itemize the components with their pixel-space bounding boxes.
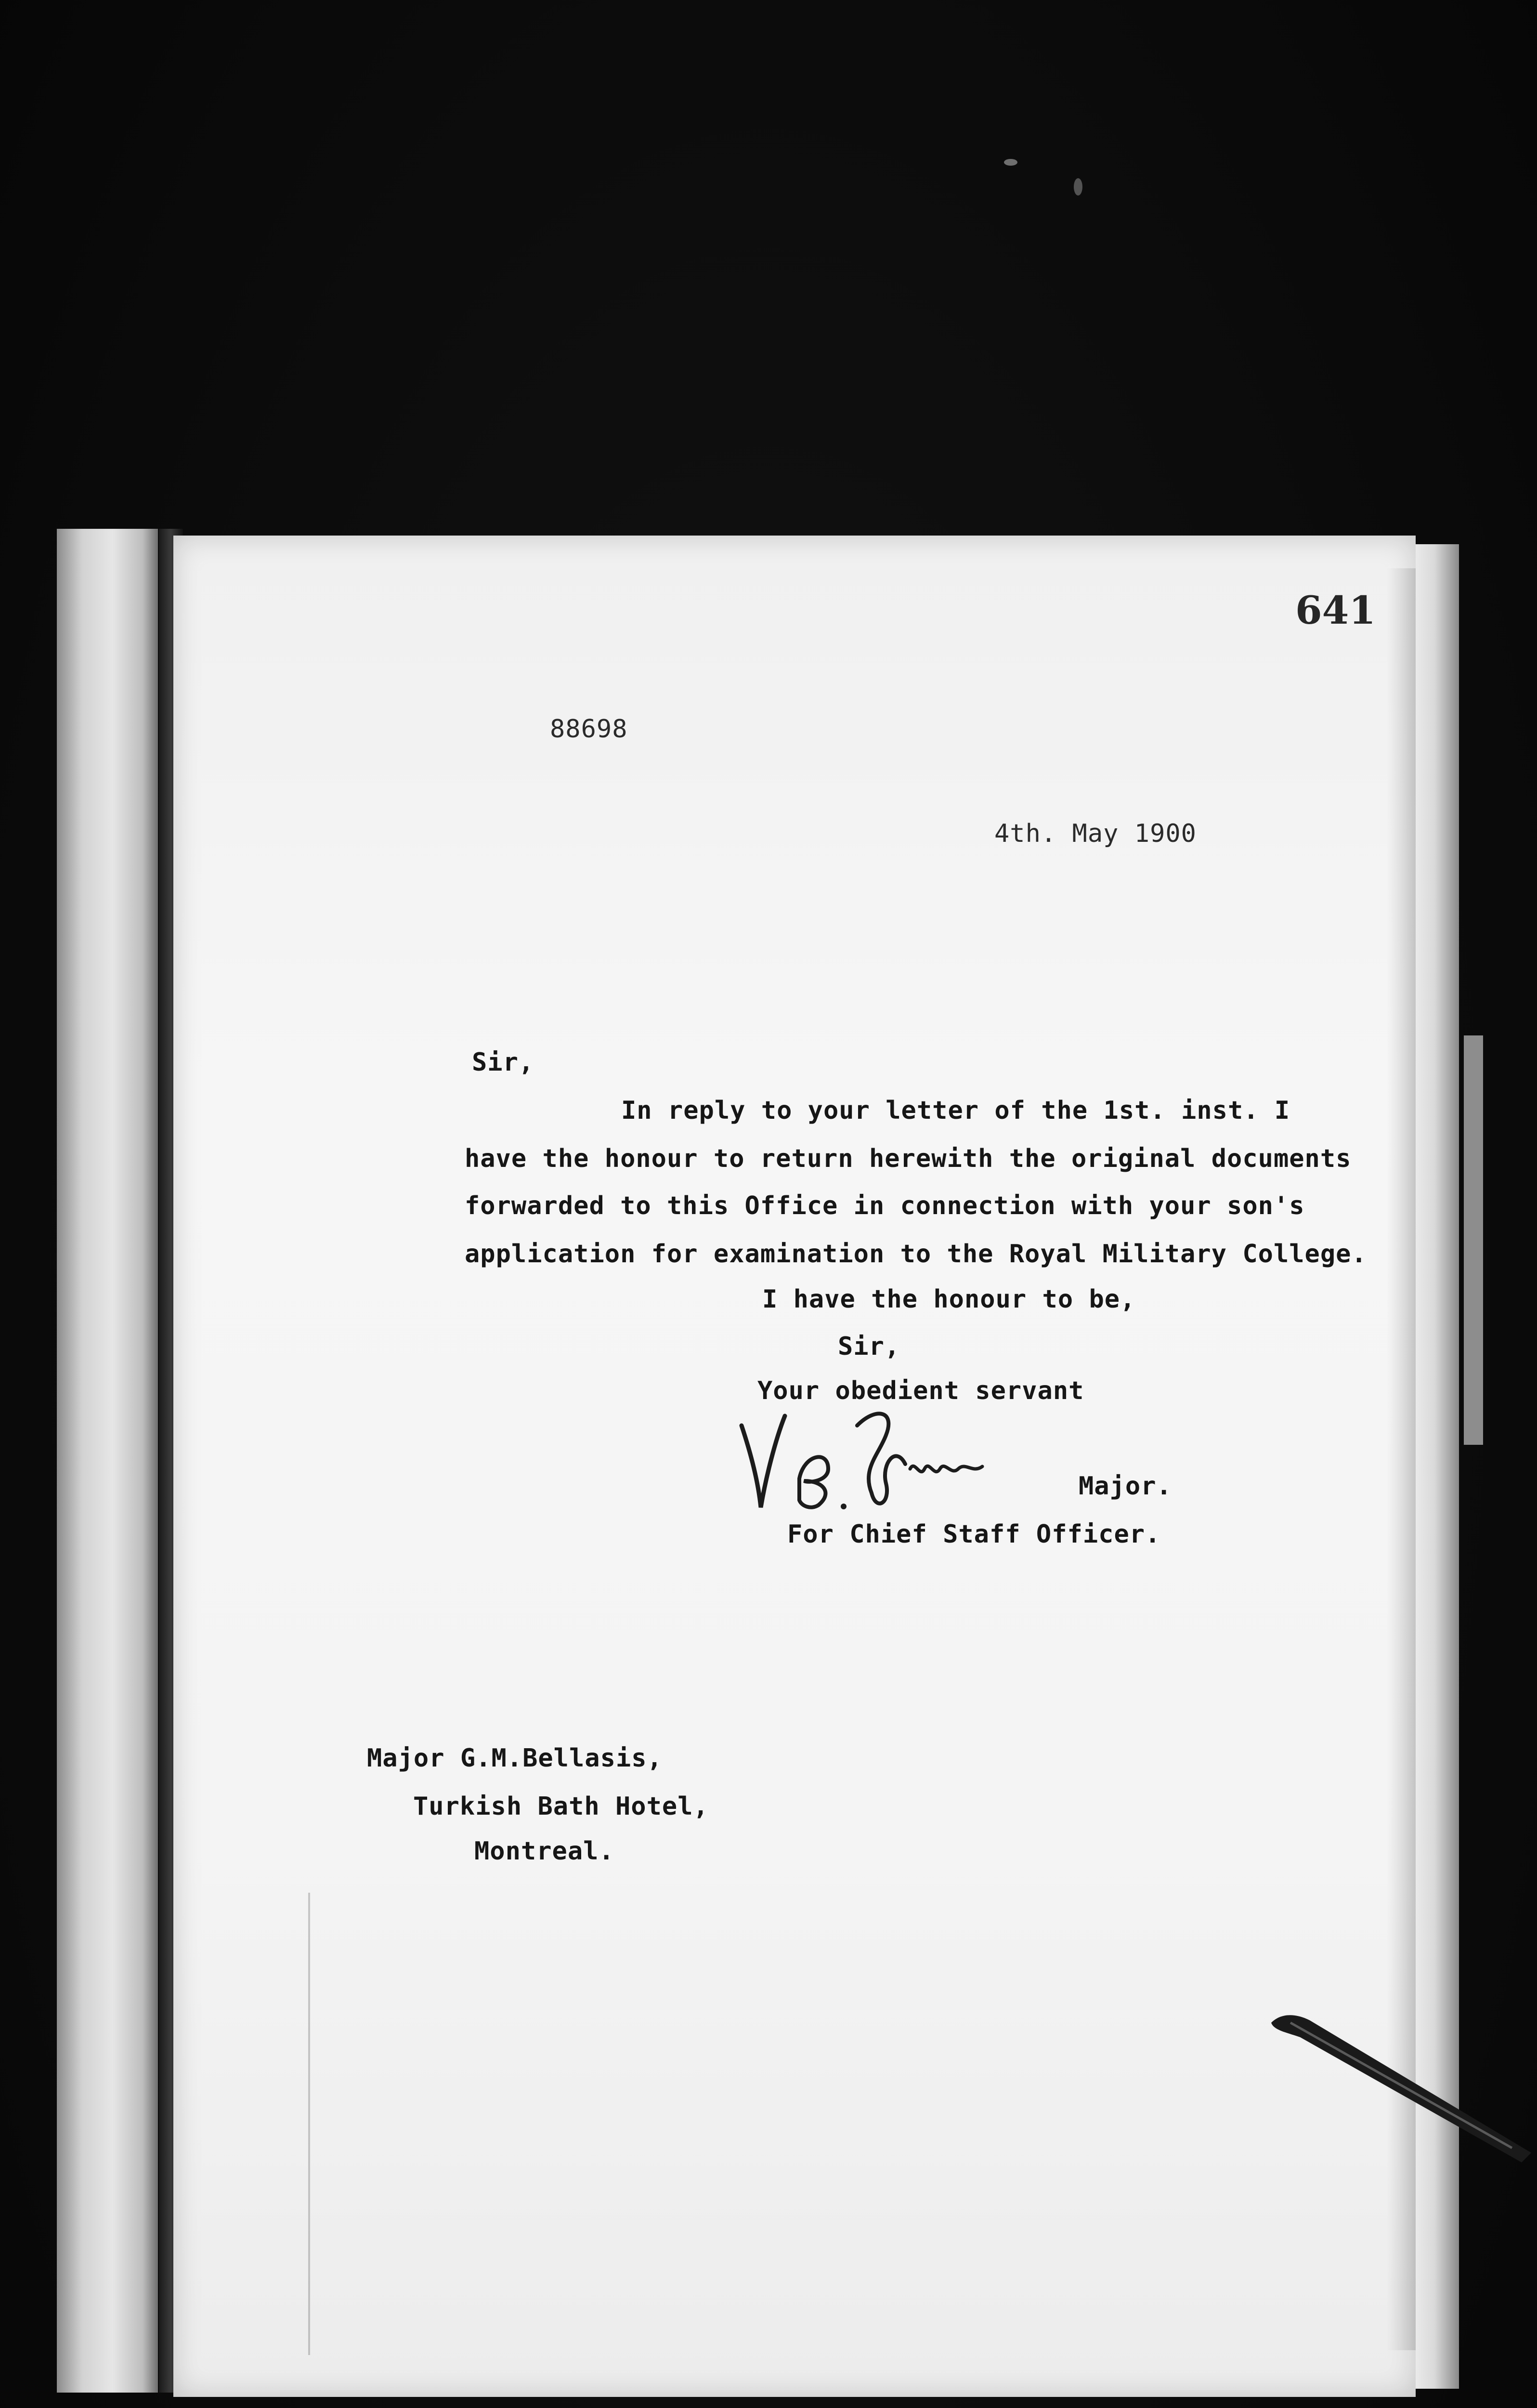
closing-line-3: Your obedient servant — [757, 1376, 1084, 1405]
addressee-line-2: Turkish Bath Hotel, — [413, 1792, 709, 1821]
body-line-2: have the honour to return herewith the original documents — [465, 1144, 1352, 1173]
page-number: 641 — [1295, 588, 1376, 633]
closing-line-1: I have the honour to be, — [762, 1285, 1136, 1314]
page-stack-shadow — [1464, 1035, 1483, 1445]
body-line-4: application for examination to the Royal Military College. — [465, 1240, 1367, 1269]
margin-line — [308, 1893, 310, 2355]
letter-date: 4th. May 1900 — [994, 819, 1197, 848]
pen-icon — [1271, 2008, 1537, 2162]
addressee-line-3: Montreal. — [474, 1837, 614, 1866]
addressee-line-1: Major G.M.Bellasis, — [367, 1744, 663, 1773]
body-line-1: In reply to your letter of the 1st. inst. I — [621, 1096, 1290, 1125]
body-line-3: forwarded to this Office in connection with your son's — [465, 1191, 1305, 1220]
signature-for: For Chief Staff Officer. — [787, 1520, 1161, 1549]
dust-speck — [1074, 178, 1082, 196]
dust-speck — [1004, 159, 1017, 166]
salutation: Sir, — [472, 1048, 534, 1077]
file-number: 88698 — [550, 715, 628, 744]
handwritten-signature — [732, 1397, 1002, 1522]
closing-line-2: Sir, — [838, 1332, 900, 1361]
adjacent-page-edge — [57, 529, 158, 2393]
signature-title: Major. — [1079, 1472, 1172, 1501]
